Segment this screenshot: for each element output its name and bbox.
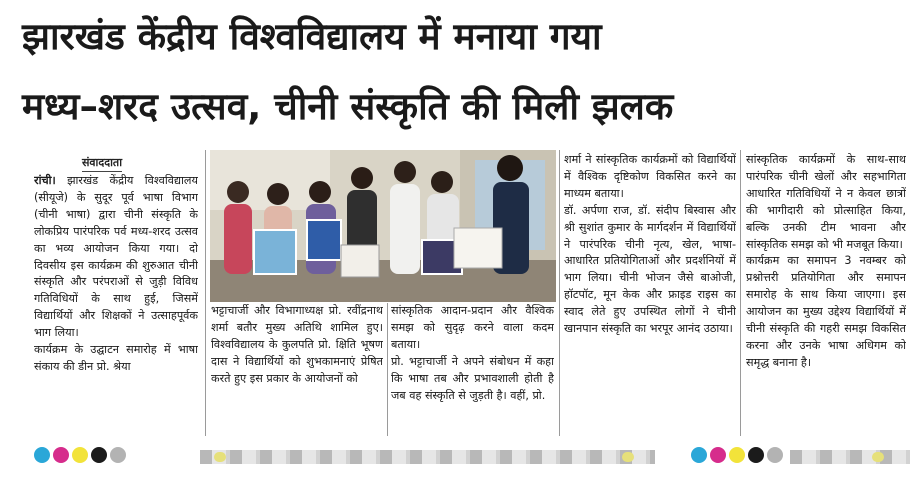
black-dot xyxy=(91,447,107,463)
column-divider xyxy=(387,303,388,436)
color-registration-stripe xyxy=(200,450,655,464)
headline-line-2: मध्य–शरद उत्सव, चीनी संस्कृति की मिली झलक xyxy=(22,85,674,128)
headline-line-1: झारखंड केंद्रीय विश्वविद्यालय में मनाया गया xyxy=(22,15,602,58)
color-registration-stripe xyxy=(790,450,910,464)
color-registration-dots-left xyxy=(34,445,126,465)
black-dot xyxy=(748,447,764,463)
column-4-paragraph-2: डॉ. अर्पणा राज, डॉ. संदीप बिस्वास और श्री सुशांत कुमार के मार्गदर्शन में विद्यार्थियों ने पारंपरिक चीनी नृत्य, खेल, भाषा-आधारित प्रतियोगिताओं और प्रदर्शनियों में भाग लिया। चीनी भोजन जैसे बाओजी, हॉटपॉट, मून केक और फ्राइड राइस का स्वाद लेते हुए उपस्थित लोगों ने चीनी खानपान संस्कृति का भरपूर आनंद उठाया। xyxy=(564,203,736,336)
cyan-dot xyxy=(691,447,707,463)
column-5-paragraph-1: सांस्कृतिक कार्यक्रमों के साथ-साथ पारंपरिक चीनी खेलों और सहभागिता आधारित गतिविधियों ने न केवल छात्रों की भागीदारी को प्रोत्साहित किया, बल्कि उनकी टीम भावना और सांस्कृतिक समझ को भी मजबूत किया। xyxy=(746,153,906,251)
column-divider xyxy=(740,150,741,436)
column-3-paragraph-1: सांस्कृतिक आदान-प्रदान और वैश्विक समझ को सुदृढ़ करने वाला कदम बताया। xyxy=(391,304,554,351)
column-5-paragraph-2: कार्यक्रम का समापन 3 नवम्बर को प्रश्नोत्तरी प्रतियोगिता और समापन समारोह के साथ किया जाएगा। इस आयोजन का मुख्य उद्देश्य विद्यार्थियों में चीनी संस्कृति की गहरी समझ विकसित करना और उनके भाषा अधिगम को समृद्ध बनाना है। xyxy=(746,254,906,369)
yellow-dot xyxy=(72,447,88,463)
column-4-paragraph-1: शर्मा ने सांस्कृतिक कार्यक्रमों को विद्यार्थियों में वैश्विक दृष्टिकोण विकसित करने का माध्यम बताया। xyxy=(564,153,736,200)
column-2-paragraph: भट्टाचार्जी और विभागाध्यक्ष प्रो. रवींद्रनाथ शर्मा बतौर मुख्य अतिथि शामिल हुए। विश्वविद्यालय के कुलपति प्रो. क्षिति भूषण दास ने विद्यार्थियों को शुभकामनाएं प्रेषित करते हुए इस प्रकार के आयोजनों को xyxy=(211,304,383,385)
color-registration-dots-right xyxy=(691,445,783,465)
article-column-3 xyxy=(391,303,554,437)
cyan-dot xyxy=(34,447,50,463)
students-group-photo xyxy=(210,150,556,302)
article-column-4 xyxy=(564,152,736,435)
article-column-2 xyxy=(211,303,383,437)
column-3-paragraph-2: प्रो. भट्टाचार्जी ने अपने संबोधन में कहा कि भाषा तब और प्रभावशाली होती है जब वह संस्कृति से जुड़ती है। वहीं, प्रो. xyxy=(391,354,554,402)
yellow-dot xyxy=(729,447,745,463)
gray-dot xyxy=(767,447,783,463)
article-column-5 xyxy=(746,152,906,435)
column-1-paragraph-2: कार्यक्रम के उद्घाटन समारोह में भाषा संकाय की डीन प्रो. श्रेया xyxy=(34,343,198,373)
magenta-dot xyxy=(710,447,726,463)
byline: संवाददाता xyxy=(82,155,122,172)
event-photo xyxy=(210,150,556,302)
magenta-dot xyxy=(53,447,69,463)
gray-dot xyxy=(110,447,126,463)
column-1-paragraph-1: झारखंड केंद्रीय विश्वविद्यालय (सीयूजे) के सुदूर पूर्व भाषा विभाग (चीनी भाषा) द्वारा चीनी संस्कृति के लोकप्रिय पारंपरिक पर्व मध्य-शरद उत्सव का भव्य आयोजन किया गया। दो दिवसीय इस कार्यक्रम की शुरुआत चीनी संस्कृति और परंपराओं से जुड़ी विविध गतिविधियों के साथ हुई, जिसमें विद्यार्थियों और शिक्षकों ने उत्साहपूर्वक भाग लिया। xyxy=(34,174,198,340)
column-divider xyxy=(205,150,206,436)
article-column-1 xyxy=(34,173,198,435)
dateline: रांची। xyxy=(34,174,56,187)
column-divider xyxy=(559,150,560,436)
